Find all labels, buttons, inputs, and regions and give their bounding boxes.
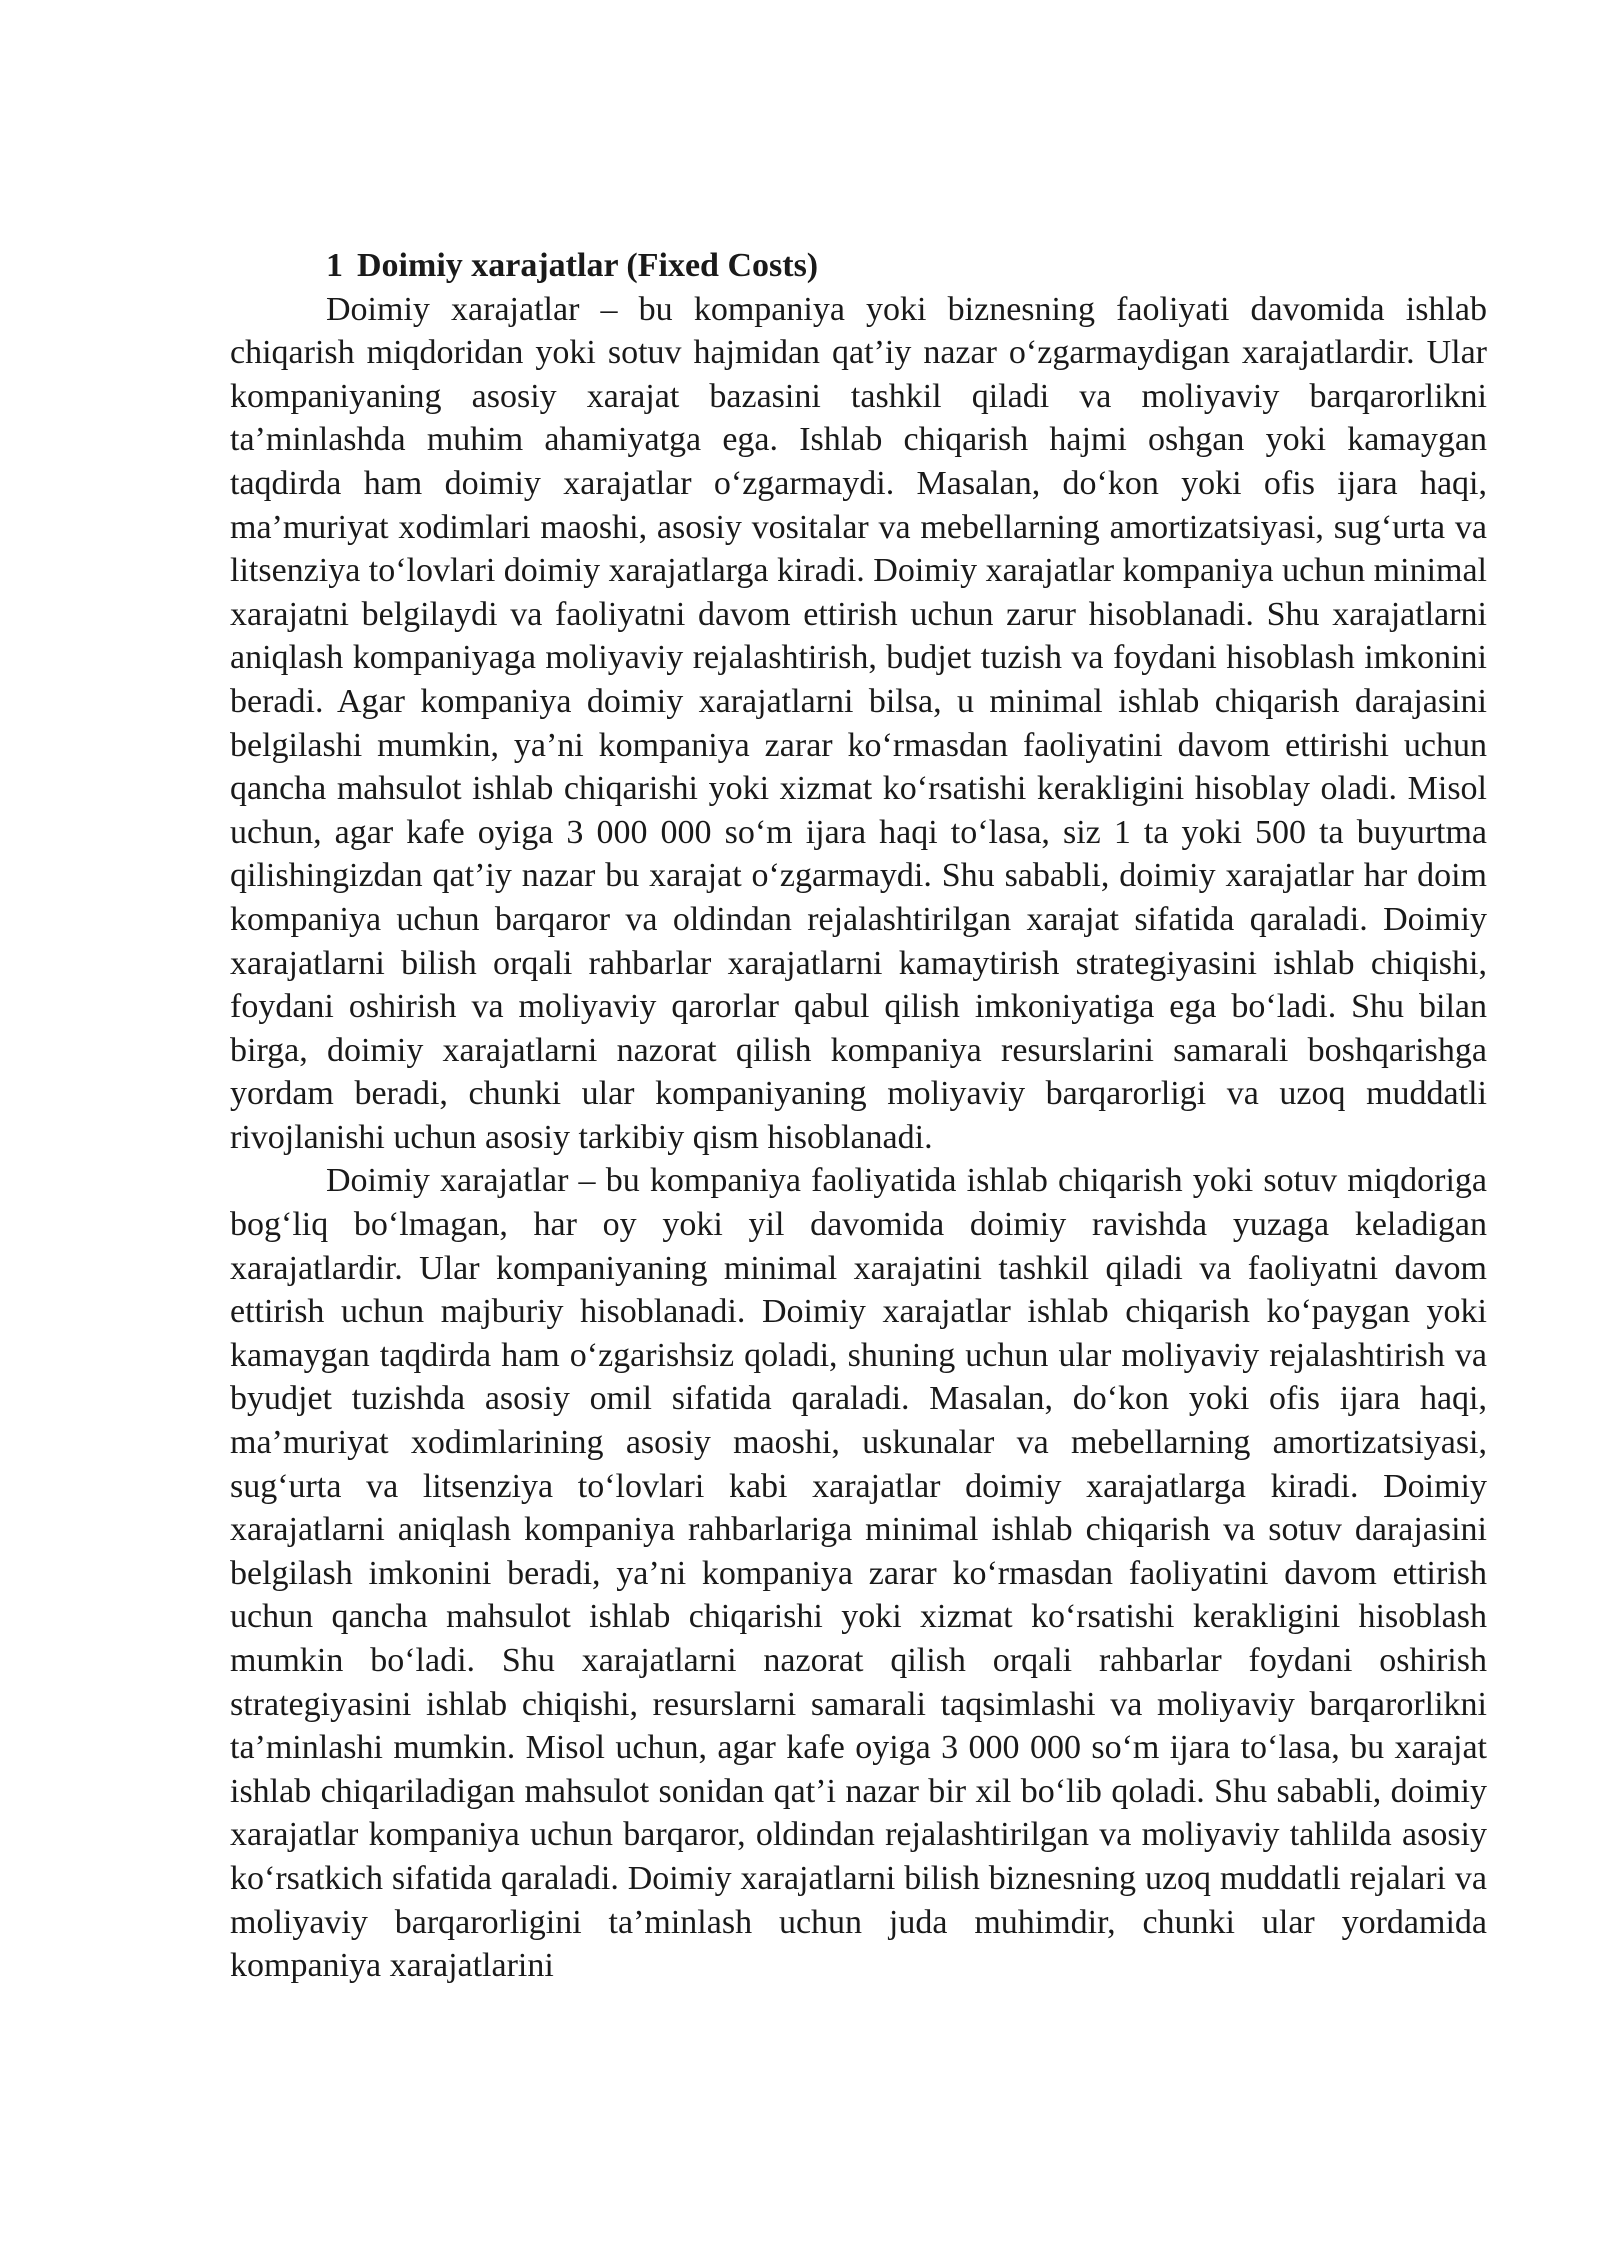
- section-title: Doimiy xarajatlar (Fixed Costs): [357, 247, 819, 284]
- section-number: 1: [326, 247, 343, 284]
- paragraph-2: Doimiy xarajatlar – bu kompaniya faoliyatida ishlab chiqarish yoki sotuv miqdoriga bog‘liq bo‘lmagan, har oy yoki yil davomida doimiy ravishda yuzaga keladigan xarajatlardir. Ular kompaniyaning minimal xarajatini tashkil qiladi va faoliyatni davom ettirish uchun majburiy hisoblanadi. Doimiy xarajatlar ishlab chiqarish ko‘paygan yoki kamaygan taqdirda ham o‘zgarishsiz qoladi, shuning uchun ular moliyaviy rejalashtirish va byudjet tuzishda asosiy omil sifatida qaraladi. Masalan, do‘kon yoki ofis ijara haqi, ma’muriyat xodimlarining asosiy maoshi, uskunalar va mebellarning amortizatsiyasi, sug‘urta va litsenziya to‘lovlari kabi xarajatlar doimiy xarajatlarga kiradi. Doimiy xarajatlarni aniqlash kompaniya rahbarlariga minimal ishlab chiqarish va sotuv darajasini belgilash imkonini beradi, ya’ni kompaniya zarar ko‘rmasdan faoliyatini davom ettirish uchun qancha mahsulot ishlab chiqarishi yoki xizmat ko‘rsatishi kerakligini hisoblash mumkin bo‘ladi. Shu xarajatlarni nazorat qilish orqali rahbarlar foydani oshirish strategiyasini ishlab chiqishi, resurslarni samarali taqsimlashi va moliyaviy barqarorlikni ta’minlashi mumkin. Misol uchun, agar kafe oyiga 3 000 000 so‘m ijara to‘lasa, bu xarajat ishlab chiqariladigan mahsulot sonidan qat’i nazar bir xil bo‘lib qoladi. Shu sababli, doimiy xarajatlar kompaniya uchun barqaror, oldindan rejalashtirilgan va moliyaviy tahlilda asosiy ko‘rsatkich sifatida qaraladi. Doimiy xarajatlarni bilish biznesning uzoq muddatli rejalari va moliyaviy barqarorligini ta’minlash uchun juda muhimdir, chunki ular yordamida kompaniya xarajatlarini: [230, 1162, 1487, 1985]
- document-body: [230, 244, 1487, 1988]
- section-heading: [230, 244, 1487, 288]
- paragraph-1: Doimiy xarajatlar – bu kompaniya yoki biznesning faoliyati davomida ishlab chiqarish miqdoridan yoki sotuv hajmidan qat’iy nazar o‘zgarmaydigan xarajatlardir. Ular kompaniyaning asosiy xarajat bazasini tashkil qiladi va moliyaviy barqarorlikni ta’minlashda muhim ahamiyatga ega. Ishlab chiqarish hajmi oshgan yoki kamaygan taqdirda ham doimiy xarajatlar o‘zgarmaydi. Masalan, do‘kon yoki ofis ijara haqi, ma’muriyat xodimlari maoshi, asosiy vositalar va mebellarning amortizatsiyasi, sug‘urta va litsenziya to‘lovlari doimiy xarajatlarga kiradi. Doimiy xarajatlar kompaniya uchun minimal xarajatni belgilaydi va faoliyatni davom ettirish uchun zarur hisoblanadi. Shu xarajatlarni aniqlash kompaniyaga moliyaviy rejalashtirish, budjet tuzish va foydani hisoblash imkonini beradi. Agar kompaniya doimiy xarajatlarni bilsa, u minimal ishlab chiqarish darajasini belgilashi mumkin, ya’ni kompaniya zarar ko‘rmasdan faoliyatini davom ettirishi uchun qancha mahsulot ishlab chiqarishi yoki xizmat ko‘rsatishi kerakligini hisoblay oladi. Misol uchun, agar kafe oyiga 3 000 000 so‘m ijara haqi to‘lasa, siz 1 ta yoki 500 ta buyurtma qilishingizdan qat’iy nazar bu xarajat o‘zgarmaydi. Shu sababli, doimiy xarajatlar har doim kompaniya uchun barqaror va oldindan rejalashtirilgan xarajat sifatida qaraladi. Doimiy xarajatlarni bilish orqali rahbarlar xarajatlarni kamaytirish strategiyasini ishlab chiqishi, foydani oshirish va moliyaviy qarorlar qabul qilish imkoniyatiga ega bo‘ladi. Shu bilan birga, doimiy xarajatlarni nazorat qilish kompaniya resurslarini samarali boshqarishga yordam beradi, chunki ular kompaniyaning moliyaviy barqarorligi va uzoq muddatli rivojlanishi uchun asosiy tarkibiy qism hisoblanadi.: [230, 290, 1488, 1156]
